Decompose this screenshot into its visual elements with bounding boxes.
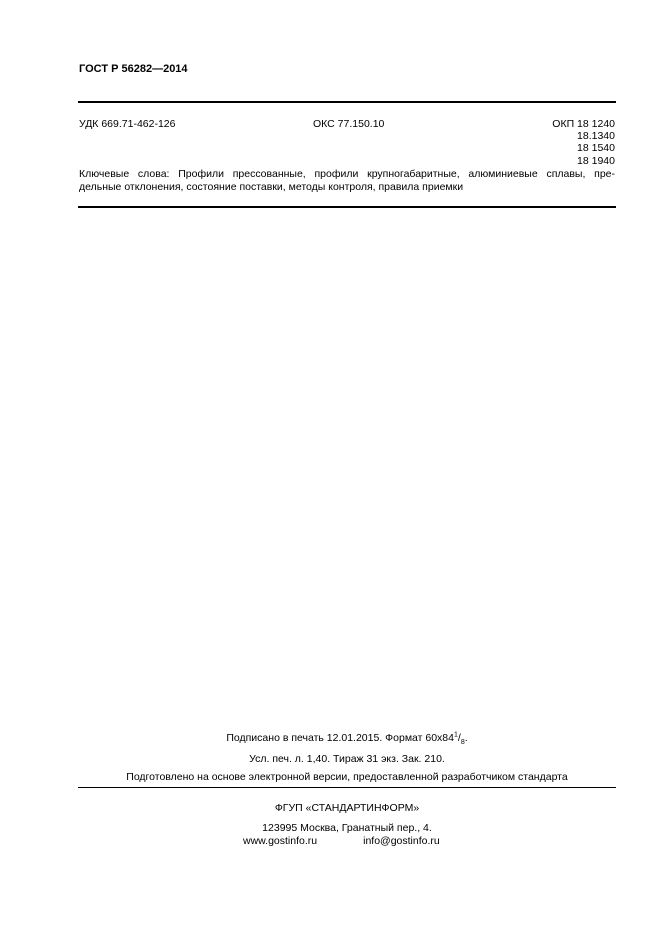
okp-codes — [552, 118, 615, 167]
publisher-address: 123995 Москва, Гранатный пер., 4. — [262, 822, 432, 834]
standard-code: ГОСТ Р 56282—2014 — [79, 63, 188, 75]
udk-code: УДК 669.71-462-126 — [79, 118, 176, 130]
imprint-divider — [78, 787, 616, 788]
print-sheets: Усл. печ. л. 1,40. Тираж 31 экз. Зак. 210. — [249, 753, 445, 765]
format-suffix: . — [464, 732, 468, 744]
top-divider — [78, 101, 616, 103]
okp-code: 18 1540 — [577, 142, 615, 155]
keywords-divider — [78, 206, 616, 208]
keywords-block — [79, 168, 615, 194]
keywords-line: дельные отклонения, состояние поставки, методы контроля, правила приемки — [79, 181, 464, 193]
publisher-email[interactable]: info@gostinfo.ru — [363, 835, 440, 847]
okp-code: 18 1940 — [577, 154, 615, 167]
okp-code: 18.1340 — [577, 130, 615, 143]
signed-text: Подписано в печать 12.01.2015. Формат 60х84 — [226, 732, 454, 744]
signed-for-print: Подписано в печать 12.01.2015. Формат $60х84^1/_8$. — [226, 731, 468, 747]
publisher-website[interactable]: www.gostinfo.ru — [243, 835, 318, 847]
keywords-line: Ключевые слова: Профили прессованные, профили крупногабаритные, алюминиевые сплавы, пре- — [79, 168, 615, 180]
publisher-name: ФГУП «СТАНДАРТИНФОРМ» — [274, 802, 420, 814]
okp-code: ОКП 18 1240 — [552, 118, 615, 130]
oks-code: ОКС 77.150.10 — [313, 118, 385, 130]
publisher-contacts — [243, 835, 440, 847]
format-superscript: 1 — [453, 731, 458, 739]
prepared-note: Подготовлено на основе электронной версии, предоставленной разработчиком стандарта — [126, 771, 568, 783]
format-subscript: 8 — [460, 739, 465, 747]
